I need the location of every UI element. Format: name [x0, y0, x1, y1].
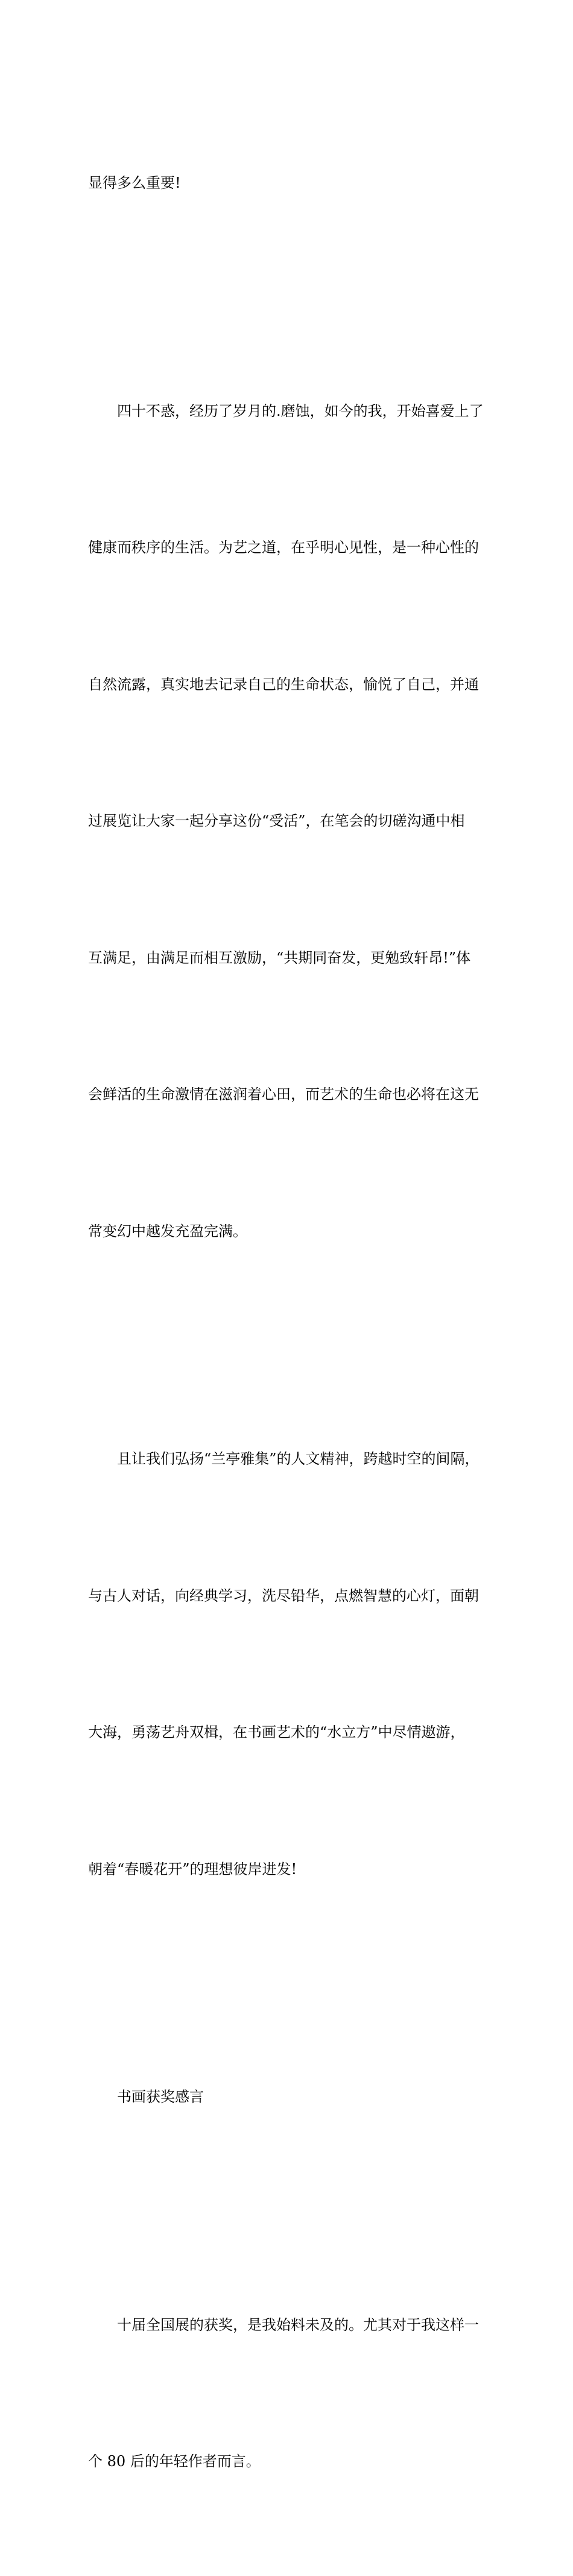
- paragraph-1: [88, 69, 492, 298]
- paragraph-3: [88, 1345, 492, 1983]
- paragraph-2: [88, 298, 492, 1346]
- text-line: 与古人对话，向经典学习，洗尽铅华，点燃智慧的心灯，面朝: [88, 1587, 479, 1604]
- section-heading: [88, 1983, 492, 2211]
- text-line: 自然流露，真实地去记录自己的生命状态，愉悦了自己，并通: [88, 675, 479, 693]
- text-line: 且让我们弘扬“兰亭雅集”的人文精神，跨越时空的间隔，: [117, 1450, 480, 1467]
- text-line: 互满足，由满足而相互激励，“共期同奋发，更勉致轩昂!”体: [88, 949, 471, 966]
- document-body: [88, 69, 492, 2576]
- text-line: 个 80 后的年轻作者而言。: [88, 2453, 261, 2470]
- text-line: 过展览让大家一起分享这份“受活”，在笔会的切磋沟通中相: [88, 812, 465, 829]
- text-line: 朝着“春暖花开”的理想彼岸进发!: [88, 1860, 297, 1878]
- text-line: 书画获奖感言: [117, 2088, 204, 2105]
- paragraph-5: [88, 2211, 492, 2576]
- text-line: 健康而秩序的生活。为艺之道，在乎明心见性，是一种心性的: [88, 539, 479, 556]
- text-line: 大海，勇荡艺舟双楫，在书画艺术的“水立方”中尽情遨游，: [88, 1724, 465, 1741]
- text-line: 十届全国展的获奖，是我始料未及的。尤其对于我这样一: [117, 2316, 479, 2333]
- text-line: 会鲜活的生命激情在滋润着心田，而艺术的生命也必将在这无: [88, 1086, 479, 1103]
- text-line: 四十不惑，经历了岁月的.磨蚀，如今的我，开始喜爱上了: [117, 402, 484, 419]
- text-line: 常变幻中越发充盈完满。: [88, 1222, 247, 1240]
- text-line: 显得多么重要!: [88, 174, 181, 191]
